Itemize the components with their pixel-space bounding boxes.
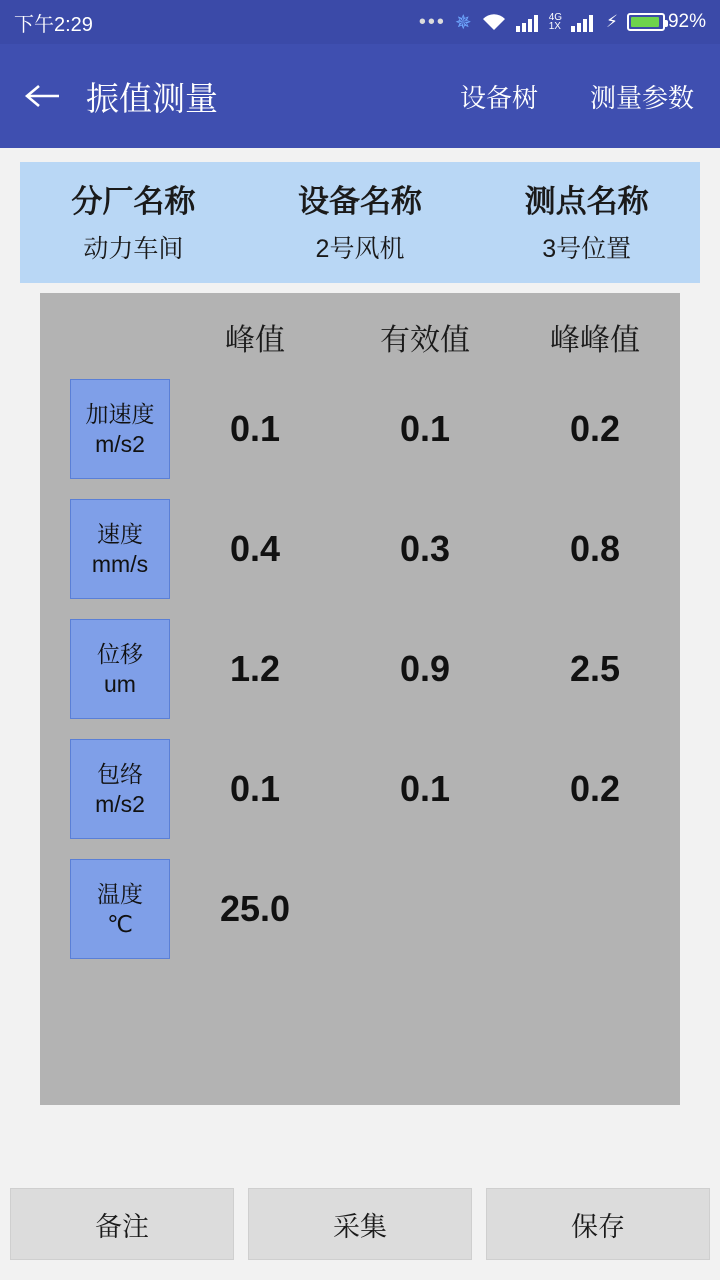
info-value-point: 3号位置 <box>542 235 632 263</box>
table-row <box>40 609 680 729</box>
bluetooth-icon: ✵ <box>454 11 472 34</box>
info-label-plant: 分厂名称 <box>71 184 196 219</box>
table-row <box>40 369 680 489</box>
row-chip-envelope[interactable] <box>70 739 170 839</box>
info-col-device <box>247 176 474 265</box>
cell-rms: 0.3 <box>399 528 451 569</box>
column-header-peak-peak: 峰峰值 <box>550 324 640 357</box>
measurement-header-row <box>40 311 680 369</box>
cell-peak: 1.2 <box>229 648 281 689</box>
charging-bolt-icon: ⚡ <box>606 12 618 31</box>
cell-rms: 0.1 <box>399 768 451 809</box>
row-chip-displacement[interactable] <box>70 619 170 719</box>
cell-peak: 0.1 <box>229 408 281 449</box>
row-chip-name: 包络 <box>97 761 143 787</box>
app-bar-actions <box>434 78 720 115</box>
row-chip-unit: ℃ <box>107 911 133 937</box>
info-value-plant: 动力车间 <box>83 235 184 263</box>
more-dots-icon: ••• <box>418 10 446 33</box>
table-row <box>40 729 680 849</box>
table-row <box>40 489 680 609</box>
row-chip-unit: m/s2 <box>95 791 145 817</box>
status-clock: 下午2:29 <box>14 13 93 36</box>
row-chip-name: 温度 <box>97 881 143 907</box>
row-chip-name: 加速度 <box>85 401 155 427</box>
cell-peak: 0.4 <box>229 528 281 569</box>
collect-button[interactable]: 采集 <box>248 1188 472 1260</box>
page-title: 振值测量 <box>86 79 218 117</box>
battery-icon <box>627 13 665 31</box>
row-chip-velocity[interactable] <box>70 499 170 599</box>
device-tree-button[interactable]: 设备树 <box>459 82 538 113</box>
measurement-panel <box>40 293 680 1105</box>
cell-rms: 0.9 <box>399 648 451 689</box>
info-label-device: 设备名称 <box>298 184 422 219</box>
cell-peak: 0.1 <box>229 768 281 809</box>
measure-params-button[interactable]: 测量参数 <box>589 82 694 113</box>
bottom-button-bar <box>0 1168 720 1280</box>
back-arrow-icon[interactable] <box>0 44 86 148</box>
status-bar <box>0 0 720 44</box>
measurement-wrap <box>0 283 720 1105</box>
battery-indicator <box>627 11 706 33</box>
column-header-peak: 峰值 <box>225 324 285 357</box>
signal-bars-icon <box>516 12 542 32</box>
signal-bars-icon-2 <box>571 12 597 32</box>
row-chip-unit: mm/s <box>91 551 149 577</box>
cell-peak-peak: 2.5 <box>569 648 621 689</box>
network-type-label <box>549 13 562 31</box>
info-header <box>20 162 700 283</box>
row-chip-temperature[interactable] <box>70 859 170 959</box>
app-bar <box>0 44 720 148</box>
remark-button[interactable]: 备注 <box>10 1188 234 1260</box>
info-label-point: 测点名称 <box>524 184 649 219</box>
info-value-device: 2号风机 <box>315 235 405 263</box>
wifi-icon <box>481 12 507 32</box>
save-button[interactable]: 保存 <box>486 1188 710 1260</box>
row-chip-unit: um <box>104 671 136 697</box>
measurement-header-spacer <box>40 315 170 359</box>
row-chip-acceleration[interactable] <box>70 379 170 479</box>
status-icons <box>419 10 706 35</box>
info-col-plant <box>20 176 247 265</box>
network-type-top: 4G <box>548 12 563 23</box>
column-header-rms: 有效值 <box>380 324 470 357</box>
row-chip-name: 速度 <box>97 521 143 547</box>
cell-peak-peak: 0.2 <box>569 768 621 809</box>
row-chip-name: 位移 <box>97 641 143 667</box>
battery-percent: 92% <box>667 11 706 32</box>
cell-peak: 25.0 <box>219 888 291 929</box>
cell-peak-peak: 0.2 <box>569 408 621 449</box>
battery-fill <box>631 17 659 27</box>
table-row <box>40 849 680 969</box>
network-type-bottom: 1X <box>548 21 561 32</box>
cell-peak-peak: 0.8 <box>569 528 621 569</box>
info-col-point <box>473 176 700 265</box>
cell-rms: 0.1 <box>399 408 451 449</box>
info-header-wrap <box>0 148 720 283</box>
row-chip-unit: m/s2 <box>95 431 145 457</box>
